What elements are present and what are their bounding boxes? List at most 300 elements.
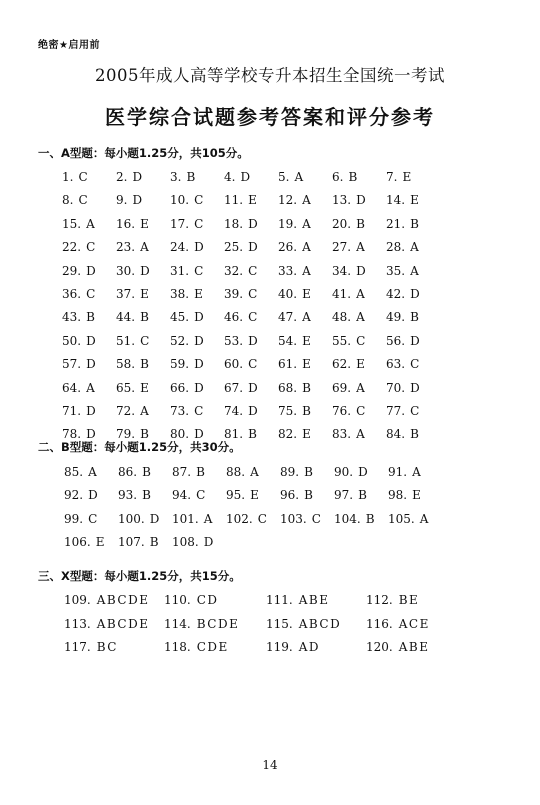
exam-title: 2005年成人高等学校专升本招生全国统一考试 <box>95 66 445 85</box>
answer-item <box>170 262 224 285</box>
answer-letter: D <box>410 380 420 395</box>
answer-item <box>224 168 278 191</box>
question-number: 76. <box>332 403 352 418</box>
answer-item <box>224 308 278 331</box>
answer-item <box>64 638 164 662</box>
answer-letter: D <box>248 216 258 231</box>
answer-item <box>386 285 440 308</box>
answer-letter: B <box>410 310 419 325</box>
question-number: 114. <box>164 616 191 631</box>
answer-letter: A <box>410 263 419 278</box>
answer-letter: C <box>410 403 420 418</box>
question-number: 88. <box>226 465 246 479</box>
question-number: 117. <box>64 640 91 654</box>
answer-letter: A <box>302 216 311 231</box>
answer-letter: D <box>410 333 420 348</box>
question-number: 74. <box>224 403 244 418</box>
section-x-answers <box>64 591 466 662</box>
question-number: 81. <box>224 427 244 442</box>
answer-letter: E <box>356 357 365 372</box>
question-number: 60. <box>224 357 244 372</box>
answer-item <box>118 510 172 533</box>
question-number: 25. <box>224 240 244 255</box>
answer-letter: E <box>302 333 311 348</box>
question-number: 8. <box>62 193 74 208</box>
answer-letter: ABCDE <box>96 616 150 631</box>
answer-item <box>62 215 116 238</box>
answer-letter: B <box>304 465 313 479</box>
answer-letter: C <box>194 216 204 231</box>
answer-letter: ABCD <box>298 616 342 631</box>
question-number: 22. <box>62 240 82 255</box>
answer-letter: A <box>294 170 304 184</box>
answer-item <box>226 486 280 509</box>
question-number: 97. <box>334 488 354 503</box>
answer-item <box>170 238 224 261</box>
answer-item <box>164 638 266 662</box>
question-number: 54. <box>278 333 298 348</box>
answer-letter: A <box>140 240 149 255</box>
answer-letter: B <box>140 427 149 442</box>
answer-item <box>224 191 278 214</box>
answer-item <box>170 402 224 425</box>
answer-letter: C <box>78 170 88 184</box>
question-number: 19. <box>278 216 298 231</box>
answer-item <box>386 332 440 355</box>
question-number: 118. <box>164 640 191 654</box>
answer-letter: A <box>140 403 149 418</box>
answer-item <box>116 308 170 331</box>
answer-item <box>332 262 386 285</box>
answer-letter: C <box>356 333 366 348</box>
answer-letter: D <box>248 240 258 255</box>
answer-letter: B <box>348 170 358 184</box>
question-number: 36. <box>62 286 82 301</box>
answer-letter: B <box>410 216 419 231</box>
answer-letter: D <box>410 286 420 301</box>
answer-letter: C <box>78 193 88 208</box>
answer-letter: C <box>248 357 258 372</box>
answer-item <box>170 215 224 238</box>
answer-item <box>172 533 226 556</box>
confidential-label: 绝密★启用前 <box>38 40 100 51</box>
answer-item <box>280 463 334 486</box>
answer-item <box>170 308 224 331</box>
answer-item <box>64 591 164 615</box>
question-number: 3. <box>170 170 182 184</box>
answer-letter: D <box>203 535 214 550</box>
answer-letter: D <box>194 357 204 372</box>
answer-letter: BC <box>96 640 118 654</box>
question-number: 66. <box>170 380 190 395</box>
answer-item <box>116 262 170 285</box>
answer-letter: E <box>302 427 311 442</box>
answer-item <box>332 285 386 308</box>
question-number: 93. <box>118 488 138 503</box>
answer-item <box>62 355 116 378</box>
answer-item <box>278 215 332 238</box>
answer-item <box>62 262 116 285</box>
question-number: 47. <box>278 310 298 325</box>
question-number: 46. <box>224 310 244 325</box>
answer-letter: B <box>142 488 151 503</box>
answer-item <box>116 379 170 402</box>
answer-letter: B <box>140 310 149 325</box>
document-title: 医学综合试题参考答案和评分参考 <box>105 105 435 129</box>
answer-item <box>278 262 332 285</box>
answer-item <box>334 463 388 486</box>
answer-item <box>332 379 386 402</box>
answer-letter: B <box>196 465 205 479</box>
answer-item <box>116 191 170 214</box>
question-number: 52. <box>170 333 190 348</box>
question-number: 30. <box>116 263 136 278</box>
answer-item <box>386 308 440 331</box>
question-number: 4. <box>224 170 236 184</box>
answer-item <box>116 355 170 378</box>
answer-letter: ABCDE <box>96 593 150 607</box>
question-number: 73. <box>170 403 190 418</box>
answer-letter: C <box>86 240 96 255</box>
answer-letter: A <box>356 240 365 255</box>
question-number: 68. <box>278 380 298 395</box>
answer-letter: D <box>194 427 204 442</box>
answer-letter: B <box>86 310 95 325</box>
question-number: 59. <box>170 357 190 372</box>
question-number: 28. <box>386 240 406 255</box>
answer-letter: C <box>257 511 267 526</box>
answer-letter: D <box>88 488 98 503</box>
answer-item <box>388 463 442 486</box>
question-number: 57. <box>62 357 82 372</box>
answer-letter: E <box>302 357 311 372</box>
answer-item <box>366 638 466 662</box>
answer-letter: B <box>142 465 151 479</box>
answer-item <box>172 486 226 509</box>
answer-item <box>170 379 224 402</box>
answer-letter: B <box>140 357 149 372</box>
answer-item <box>332 191 386 214</box>
question-number: 62. <box>332 357 352 372</box>
answer-item <box>170 285 224 308</box>
answer-item <box>172 510 226 533</box>
answer-letter: ABE <box>298 593 330 607</box>
question-number: 44. <box>116 310 136 325</box>
answer-item <box>386 425 440 448</box>
answer-letter: A <box>356 427 365 442</box>
page-number: 14 <box>262 758 278 772</box>
question-number: 100. <box>118 511 145 526</box>
question-number: 12. <box>278 193 298 208</box>
answer-item <box>332 332 386 355</box>
answer-letter: CD <box>196 593 219 607</box>
answer-letter: ABE <box>398 640 430 654</box>
question-number: 9. <box>116 193 128 208</box>
question-number: 64. <box>62 380 82 395</box>
question-number: 65. <box>116 380 136 395</box>
answer-item <box>170 332 224 355</box>
question-number: 101. <box>172 511 199 526</box>
answer-item <box>116 238 170 261</box>
question-number: 110. <box>164 593 191 607</box>
section-b-answers <box>64 463 442 557</box>
question-number: 35. <box>386 263 406 278</box>
answer-letter: B <box>302 380 311 395</box>
question-number: 39. <box>224 286 244 301</box>
answer-letter: C <box>196 488 206 503</box>
answer-item <box>64 615 164 639</box>
answer-letter: D <box>248 403 258 418</box>
answer-item <box>224 238 278 261</box>
answer-item <box>386 262 440 285</box>
answer-item <box>224 332 278 355</box>
answer-letter: D <box>194 240 204 255</box>
answer-item <box>332 238 386 261</box>
answer-letter: A <box>356 286 365 301</box>
question-number: 95. <box>226 488 246 503</box>
answer-item <box>224 215 278 238</box>
answer-letter: C <box>194 263 204 278</box>
answer-item <box>62 168 116 191</box>
question-number: 15. <box>62 216 82 231</box>
answer-letter: D <box>132 193 143 208</box>
answer-letter: A <box>412 465 421 479</box>
answer-item <box>332 355 386 378</box>
question-number: 91. <box>388 465 408 479</box>
question-number: 115. <box>266 616 293 631</box>
question-number: 67. <box>224 380 244 395</box>
question-number: 49. <box>386 310 406 325</box>
question-number: 116. <box>366 616 393 631</box>
question-number: 102. <box>226 511 253 526</box>
answer-letter: A <box>88 465 97 479</box>
answer-item <box>332 215 386 238</box>
question-number: 43. <box>62 310 82 325</box>
answer-item <box>172 463 226 486</box>
answer-item <box>386 355 440 378</box>
answer-letter: BCDE <box>196 616 240 631</box>
question-number: 26. <box>278 240 298 255</box>
answer-letter: D <box>86 403 96 418</box>
answer-letter: A <box>302 263 311 278</box>
question-number: 51. <box>116 333 136 348</box>
question-number: 71. <box>62 403 82 418</box>
answer-letter: D <box>358 465 368 479</box>
question-number: 40. <box>278 286 298 301</box>
answer-item <box>278 355 332 378</box>
question-number: 27. <box>332 240 352 255</box>
answer-letter: D <box>149 511 160 526</box>
answer-letter: A <box>250 465 259 479</box>
section-a-answers <box>62 168 440 449</box>
question-number: 94. <box>172 488 192 503</box>
question-number: 38. <box>170 286 190 301</box>
question-number: 37. <box>116 286 136 301</box>
answer-item <box>280 486 334 509</box>
question-number: 120. <box>366 640 393 654</box>
answer-item <box>62 332 116 355</box>
answer-item <box>118 486 172 509</box>
answer-item <box>278 238 332 261</box>
answer-item <box>116 402 170 425</box>
answer-letter: D <box>86 333 96 348</box>
answer-item <box>118 533 172 556</box>
answer-letter: A <box>203 511 213 526</box>
answer-letter: B <box>186 170 196 184</box>
question-number: 79. <box>116 427 136 442</box>
answer-letter: E <box>194 286 203 301</box>
question-number: 113. <box>64 616 91 631</box>
question-number: 85. <box>64 465 84 479</box>
answer-letter: C <box>194 403 204 418</box>
question-number: 53. <box>224 333 244 348</box>
answer-letter: D <box>194 310 204 325</box>
answer-item <box>334 486 388 509</box>
answer-item <box>170 168 224 191</box>
answer-letter: C <box>248 263 258 278</box>
question-number: 45. <box>170 310 190 325</box>
question-number: 6. <box>332 170 344 184</box>
answer-item <box>62 285 116 308</box>
answer-letter: C <box>410 357 420 372</box>
answer-item <box>386 379 440 402</box>
answer-item <box>118 463 172 486</box>
question-number: 112. <box>366 593 393 607</box>
question-number: 63. <box>386 357 406 372</box>
question-number: 82. <box>278 427 298 442</box>
answer-item <box>224 379 278 402</box>
answer-letter: C <box>356 403 366 418</box>
answer-item <box>164 591 266 615</box>
question-number: 84. <box>386 427 406 442</box>
question-number: 18. <box>224 216 244 231</box>
answer-item <box>224 262 278 285</box>
answer-letter: BE <box>398 593 420 607</box>
question-number: 89. <box>280 465 300 479</box>
answer-item <box>388 510 442 533</box>
answer-letter: C <box>88 511 98 526</box>
question-number: 32. <box>224 263 244 278</box>
answer-item <box>116 332 170 355</box>
answer-item <box>266 591 366 615</box>
answer-letter: A <box>410 240 419 255</box>
answer-letter: B <box>302 403 311 418</box>
question-number: 90. <box>334 465 354 479</box>
answer-item <box>64 533 118 556</box>
answer-item <box>332 425 386 448</box>
answer-item <box>62 402 116 425</box>
question-number: 104. <box>334 511 361 526</box>
answer-item <box>224 285 278 308</box>
answer-item <box>62 308 116 331</box>
question-number: 55. <box>332 333 352 348</box>
answer-item <box>366 591 466 615</box>
section-x-heading: 三、X型题：每小题1.25分，共15分。 <box>38 569 241 583</box>
answer-item <box>278 379 332 402</box>
answer-item <box>278 402 332 425</box>
answer-item <box>164 615 266 639</box>
answer-item <box>386 402 440 425</box>
question-number: 34. <box>332 263 352 278</box>
answer-item <box>386 238 440 261</box>
question-number: 80. <box>170 427 190 442</box>
question-number: 42. <box>386 286 406 301</box>
answer-letter: B <box>365 511 375 526</box>
answer-item <box>64 510 118 533</box>
answer-item <box>62 191 116 214</box>
answer-letter: E <box>140 286 149 301</box>
answer-letter: D <box>140 263 150 278</box>
question-number: 107. <box>118 535 145 550</box>
question-number: 33. <box>278 263 298 278</box>
answer-letter: B <box>304 488 313 503</box>
question-number: 5. <box>278 170 290 184</box>
question-number: 13. <box>332 193 352 208</box>
answer-item <box>64 463 118 486</box>
answer-letter: A <box>302 193 311 208</box>
question-number: 2. <box>116 170 128 184</box>
answer-item <box>170 191 224 214</box>
question-number: 98. <box>388 488 408 503</box>
answer-item <box>366 615 466 639</box>
question-number: 41. <box>332 286 352 301</box>
answer-letter: C <box>140 333 150 348</box>
answer-letter: E <box>402 170 412 184</box>
question-number: 48. <box>332 310 352 325</box>
answer-item <box>386 191 440 214</box>
question-number: 77. <box>386 403 406 418</box>
question-number: 61. <box>278 357 298 372</box>
answer-item <box>278 332 332 355</box>
question-number: 83. <box>332 427 352 442</box>
answer-letter: E <box>412 488 421 503</box>
answer-item <box>386 215 440 238</box>
question-number: 31. <box>170 263 190 278</box>
question-number: 106. <box>64 535 91 550</box>
answer-item <box>224 402 278 425</box>
answer-letter: B <box>356 216 365 231</box>
answer-item <box>278 425 332 448</box>
question-number: 11. <box>224 193 244 208</box>
question-number: 69. <box>332 380 352 395</box>
question-number: 119. <box>266 640 293 654</box>
answer-item <box>280 510 334 533</box>
question-number: 75. <box>278 403 298 418</box>
question-number: 21. <box>386 216 406 231</box>
answer-item <box>332 168 386 191</box>
answer-letter: E <box>302 286 311 301</box>
answer-letter: D <box>194 380 204 395</box>
answer-letter: AD <box>298 640 321 654</box>
answer-letter: A <box>302 240 311 255</box>
answer-item <box>334 510 388 533</box>
question-number: 86. <box>118 465 138 479</box>
question-number: 20. <box>332 216 352 231</box>
question-number: 16. <box>116 216 136 231</box>
answer-letter: E <box>140 380 149 395</box>
answer-item <box>224 355 278 378</box>
section-a-heading: 一、A型题：每小题1.25分，共105分。 <box>38 146 249 160</box>
answer-letter: C <box>248 286 258 301</box>
answer-letter: A <box>86 380 95 395</box>
answer-letter: A <box>356 380 365 395</box>
answer-letter: E <box>140 216 149 231</box>
answer-item <box>116 285 170 308</box>
answer-item <box>278 285 332 308</box>
question-number: 17. <box>170 216 190 231</box>
answer-item <box>386 168 440 191</box>
answer-item <box>278 168 332 191</box>
